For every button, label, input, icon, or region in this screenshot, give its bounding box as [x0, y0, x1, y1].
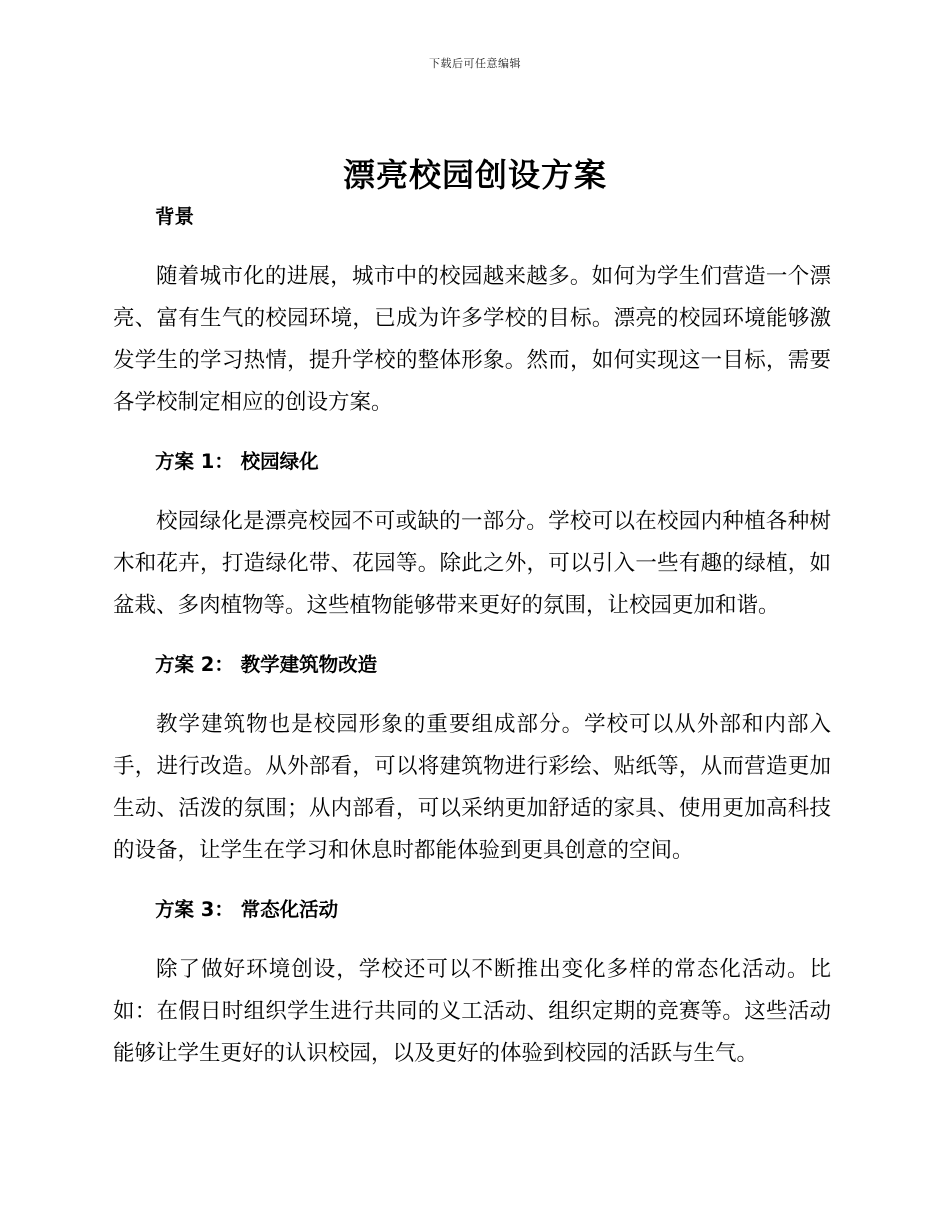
section-heading-background: 背景 — [155, 205, 195, 228]
spacer — [113, 231, 831, 256]
document-body — [113, 203, 831, 1075]
section-heading-plan-1: 方案 1： 校园绿化 — [155, 450, 319, 473]
section-paragraph-plan-2: 教学建筑物也是校园形象的重要组成部分。学校可以从外部和内部入手，进行改造。从外部看，可以将建筑物进行彩绘、贴纸等，从而营造更加生动、活泼的氛围；从内部看，可以采纳更加舒适的家具、使用更加高科技的设备，让学生在学习和休息时都能体验到更具创意的空间。 — [113, 712, 831, 863]
spacer — [113, 924, 831, 949]
section-paragraph-plan-3: 除了做好环境创设，学校还可以不断推出变化多样的常态化活动。比如：在假日时组织学生进行共同的义工活动、组织定期的竞赛等。这些活动能够让学生更好的认识校园，以及更好的体验到校园的活跃与生气。 — [113, 957, 831, 1066]
document-title: 漂亮校园创设方案 — [342, 156, 607, 194]
section-paragraph-plan-1: 校园绿化是漂亮校园不可或缺的一部分。学校可以在校园内种植各种树木和花卉，打造绿化带、花园等。除此之外，可以引入一些有趣的绿植，如盆栽、多肉植物等。这些植物能够带来更好的氛围，让校园更加和谐。 — [113, 509, 831, 618]
spacer — [113, 476, 831, 501]
section-heading-plan-3: 方案 3： 常态化活动 — [155, 898, 339, 921]
header-note: 下载后可任意编辑 — [429, 57, 521, 70]
spacer — [113, 679, 831, 704]
spacer — [113, 872, 831, 896]
spacer — [113, 424, 831, 448]
section-heading-plan-2: 方案 2： 教学建筑物改造 — [155, 653, 378, 676]
spacer — [113, 627, 831, 651]
section-paragraph-background: 随着城市化的进展，城市中的校园越来越多。如何为学生们营造一个漂亮、富有生气的校园环境，已成为许多学校的目标。漂亮的校园环境能够激发学生的学习热情，提升学校的整体形象。然而，如何实现这一目标，需要各学校制定相应的创设方案。 — [113, 264, 831, 415]
